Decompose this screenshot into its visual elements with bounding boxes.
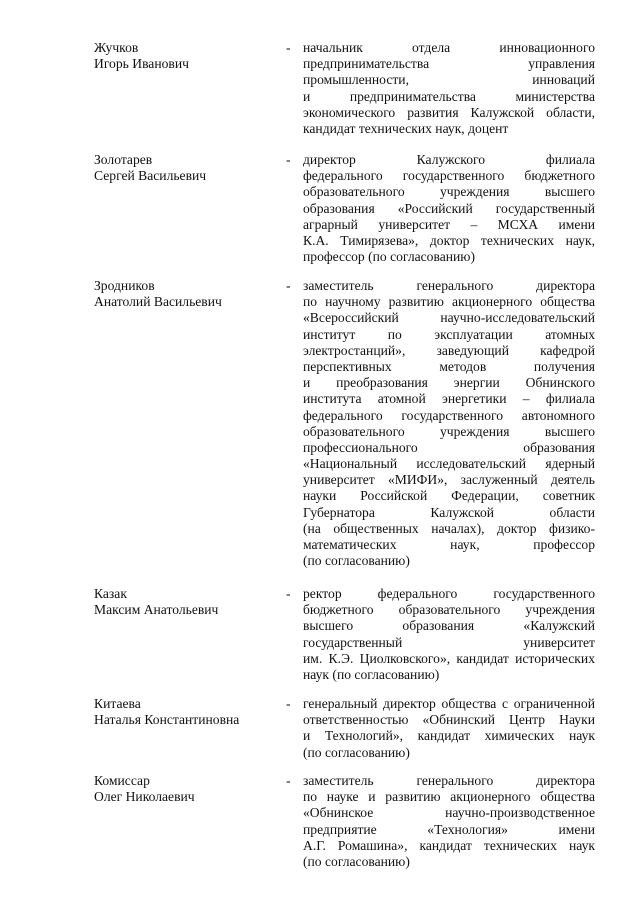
position-text-line: директор Калужского филиала [303, 152, 595, 167]
separator-dash: - [286, 696, 291, 711]
position-text-line: промышленности, инноваций [303, 72, 595, 88]
member-given-names: Сергей Васильевич [94, 168, 207, 184]
position-text-line: профессор (по согласованию) [303, 249, 475, 265]
position-text-line: заместитель генерального директора [303, 278, 595, 293]
member-surname: Комиссар [94, 773, 150, 788]
member-position [303, 278, 595, 569]
position-text-line: «Обнинское научно-производственное [303, 805, 595, 821]
position-text-line: предприятие «Технология» имени [303, 821, 595, 837]
position-text-line: заместитель генерального директора [303, 773, 595, 788]
member-position [303, 773, 595, 870]
position-text-line: А.Г. Ромашина», кандидат технических наук [303, 837, 595, 853]
member-given-names: Игорь Иванович [94, 56, 189, 72]
position-text-line: института атомной энергетики – филиала [303, 391, 595, 407]
member-name [94, 696, 284, 728]
position-text-line: федерального государственного автономного [303, 407, 595, 423]
separator-dash: - [286, 586, 291, 601]
position-text-line: перспективных методов получения [303, 358, 595, 374]
member-surname: Казак [94, 586, 127, 601]
position-text-line: институт по эксплуатации атомных [303, 326, 595, 342]
position-text-line: аграрный университет – МСХА имени [303, 216, 595, 232]
position-text-line: высшего образования «Калужский [303, 618, 595, 634]
position-text-line: ректор федерального государственного [303, 586, 595, 601]
position-text-line: образовательного учреждения высшего [303, 423, 595, 439]
position-text-line: математических наук, профессор [303, 537, 595, 552]
member-given-names: Максим Анатольевич [94, 602, 219, 618]
position-text-line: (по согласованию) [303, 744, 410, 760]
separator-dash: - [286, 40, 291, 55]
position-text-line: Губернатора Калужской области [303, 504, 595, 520]
member-name [94, 40, 284, 72]
position-text-line: наук (по согласованию) [303, 666, 440, 682]
member-name [94, 586, 284, 618]
position-text-line: по научному развитию акционерного общества [303, 294, 595, 310]
separator-dash: - [286, 152, 291, 167]
member-surname: Зродников [94, 278, 155, 293]
position-text-line: образовательного учреждения высшего [303, 184, 595, 200]
separator-dash: - [286, 773, 291, 788]
position-text-line: им. К.Э. Циолковского», кандидат исторических [303, 650, 595, 666]
member-name [94, 278, 284, 310]
member-given-names: Олег Николаевич [94, 789, 195, 805]
position-text-line: и Технологий», кандидат химических наук [303, 728, 595, 744]
position-text-line: (на общественных началах), доктор физико- [303, 520, 595, 536]
position-text-line: государственный университет [303, 634, 595, 650]
member-surname: Жучков [94, 40, 139, 55]
position-text-line: начальник отдела инновационного [303, 40, 595, 55]
position-text-line: профессионального образования [303, 439, 595, 455]
position-text-line: ответственностью «Обнинский Центр Науки [303, 712, 595, 728]
member-position [303, 40, 595, 137]
separator-dash: - [286, 278, 291, 293]
position-text-line: электростанций», заведующий кафедрой [303, 342, 595, 358]
position-text-line: кандидат технических наук, доцент [303, 120, 509, 136]
position-text-line: университет «МИФИ», заслуженный деятель [303, 472, 595, 488]
member-given-names: Анатолий Васильевич [94, 294, 222, 310]
position-text-line: «Национальный исследовательский ядерный [303, 456, 595, 472]
member-name [94, 773, 284, 805]
position-text-line: федерального государственного бюджетного [303, 168, 595, 184]
position-text-line: образования «Российский государственный [303, 200, 595, 216]
position-text-line: науки Российской Федерации, советник [303, 488, 595, 504]
position-text-line: предпринимательства управления [303, 56, 595, 72]
position-text-line: по науке и развитию акционерного общества [303, 789, 595, 805]
member-name [94, 152, 284, 184]
member-position [303, 586, 595, 683]
position-text-line: «Всероссийский научно-исследовательский [303, 310, 595, 326]
position-text-line: бюджетного образовательного учреждения [303, 602, 595, 618]
position-text-line: и преобразования энергии Обнинского [303, 375, 595, 391]
position-text-line: генеральный директор общества с ограниченной [303, 696, 595, 711]
member-given-names: Наталья Константиновна [94, 712, 240, 728]
member-position [303, 696, 595, 761]
position-text-line: (по согласованию) [303, 553, 410, 569]
position-text-line: и предпринимательства министерства [303, 88, 595, 104]
member-surname: Китаева [94, 696, 141, 711]
member-position [303, 152, 595, 265]
position-text-line: (по согласованию) [303, 853, 410, 869]
position-text-line: экономического развития Калужской области, [303, 104, 595, 120]
member-surname: Золотарев [94, 152, 153, 167]
position-text-line: К.А. Тимирязева», доктор технических наук, [303, 232, 595, 248]
